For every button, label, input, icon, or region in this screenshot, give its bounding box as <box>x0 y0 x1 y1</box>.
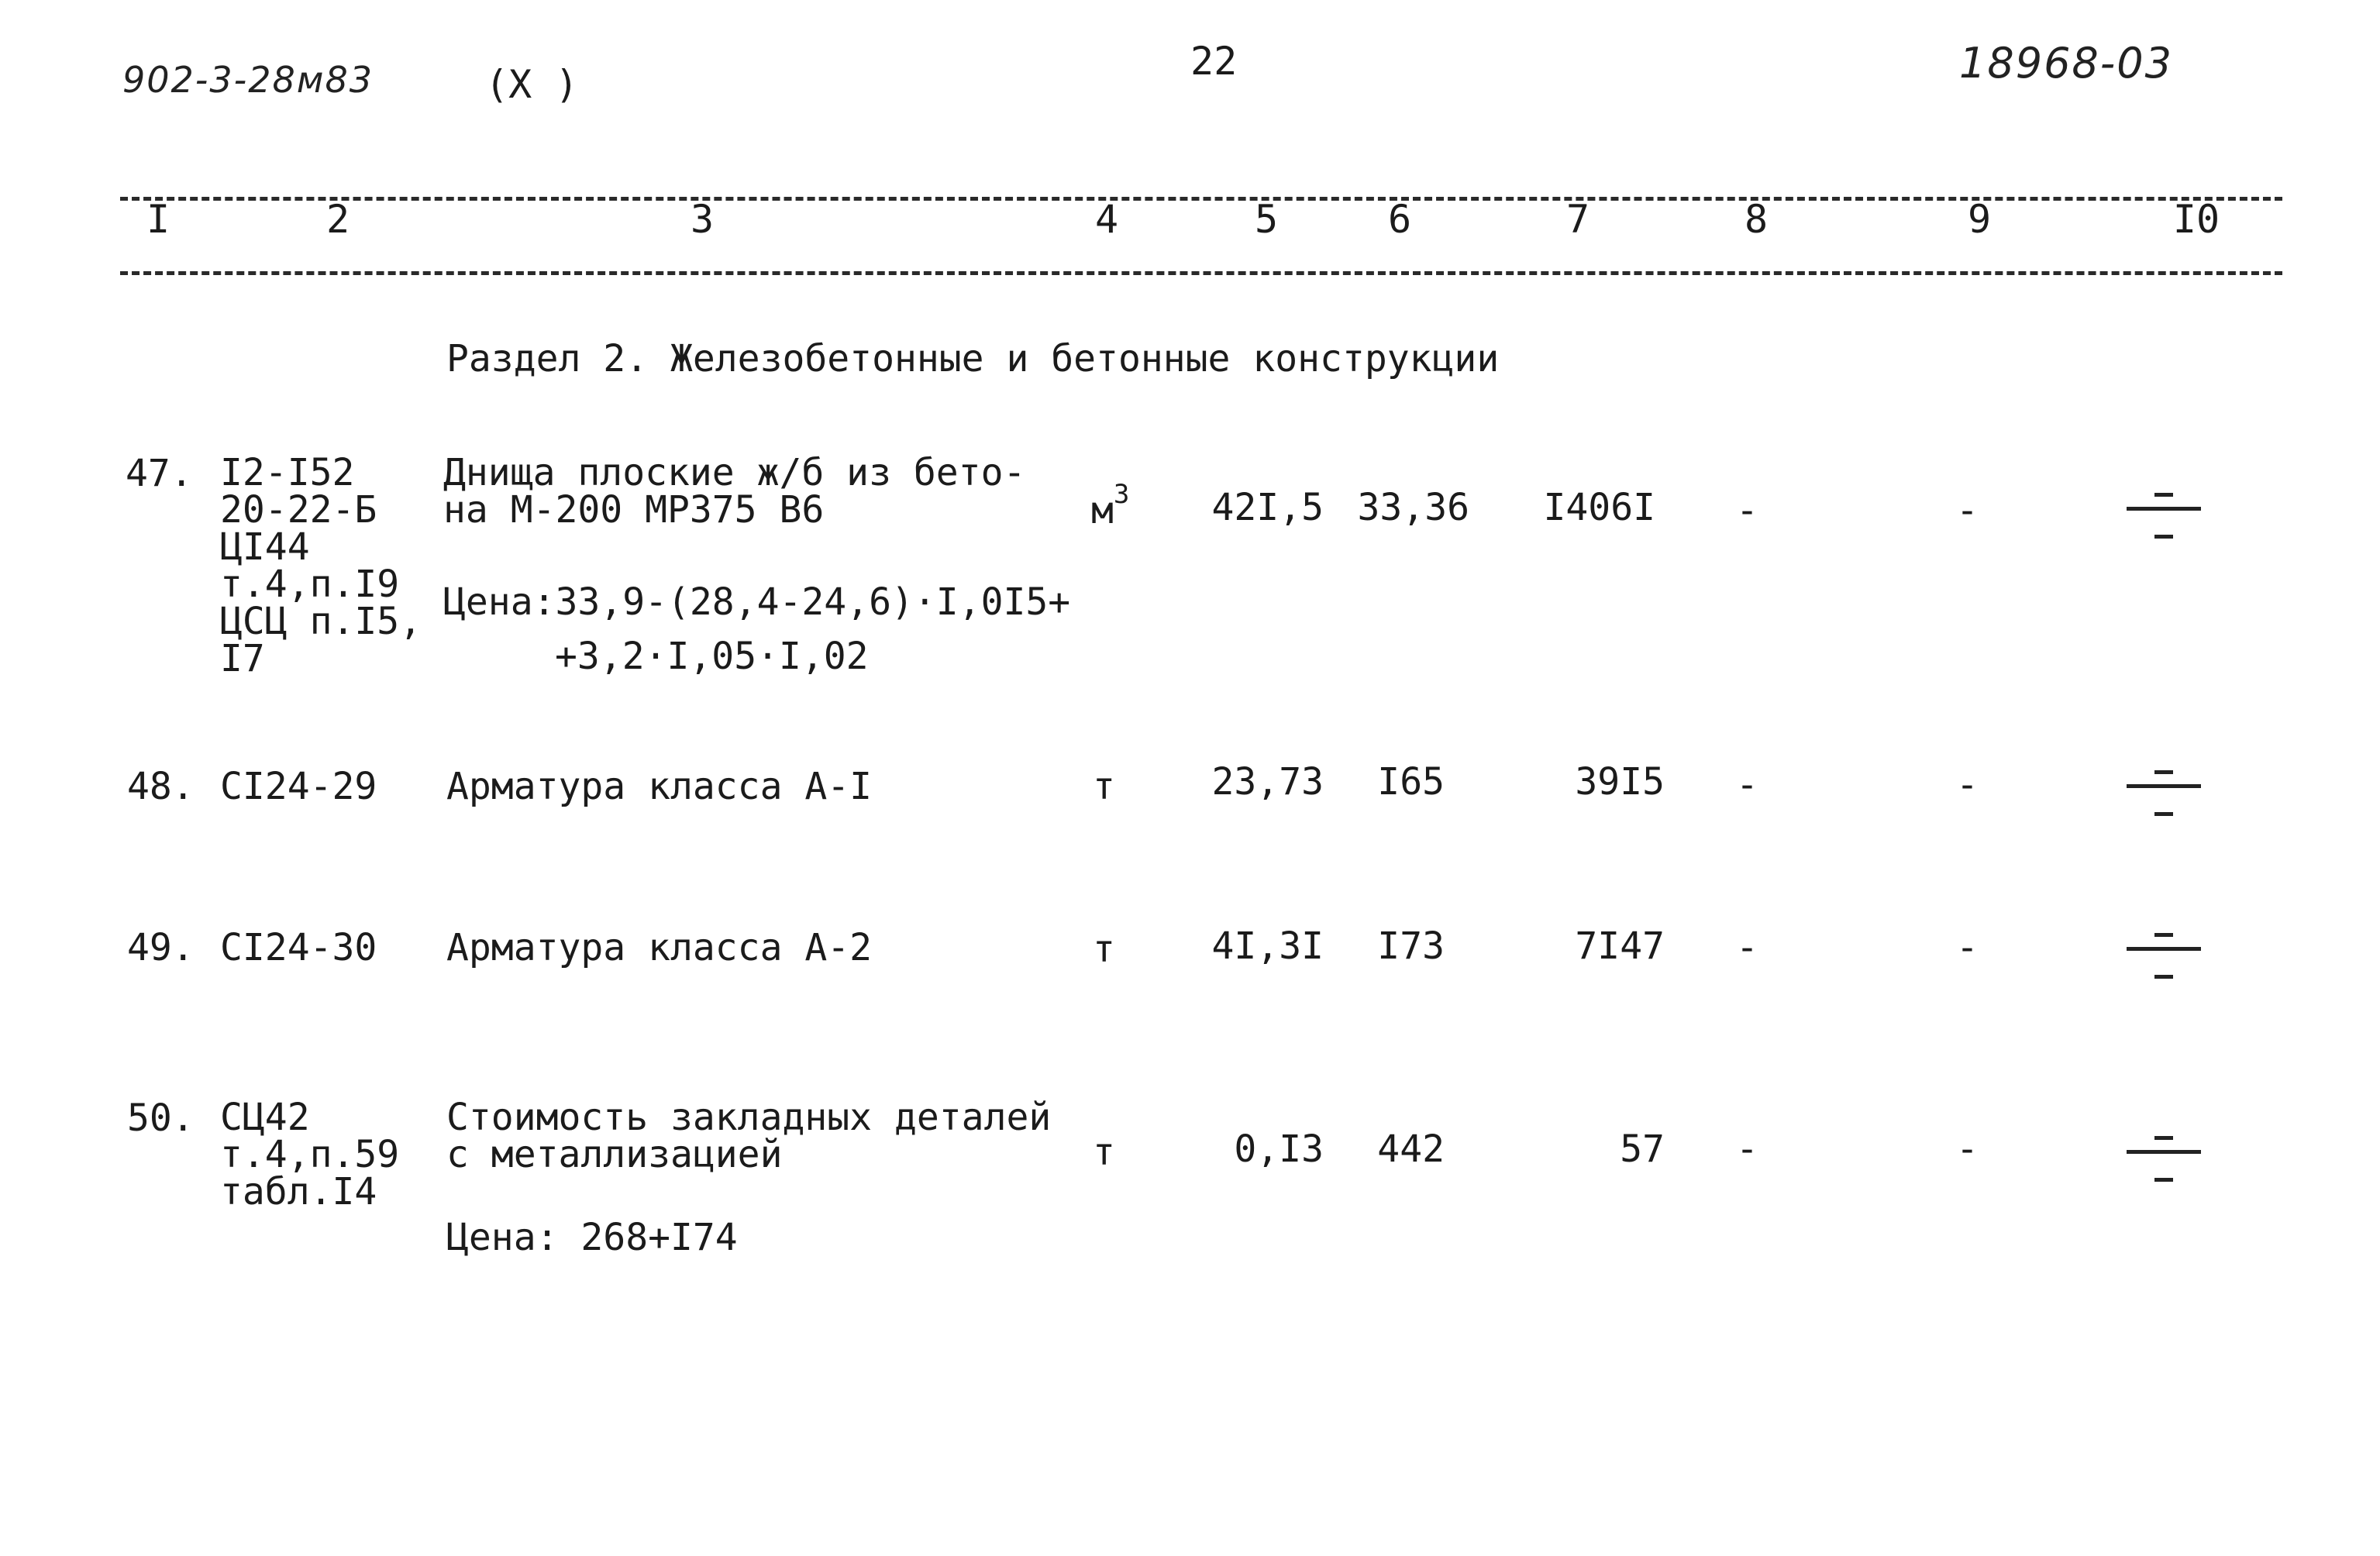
table-header-bottom-rule <box>120 271 2282 275</box>
row-total: 57 <box>1620 1127 1665 1171</box>
column-header-6: 6 <box>1387 197 1412 242</box>
row-unit-price: I65 <box>1377 760 1445 804</box>
row-total: 7I47 <box>1575 924 1665 968</box>
row-unit: т <box>1093 1131 1115 1174</box>
row-col9: - <box>1956 489 1979 532</box>
row-quantity: 4I,3I <box>1211 924 1324 968</box>
price-formula-line: +3,2·I,05·I,02 <box>555 635 869 678</box>
column-header-4: 4 <box>1094 197 1119 242</box>
row-quantity: 42I,5 <box>1211 486 1324 529</box>
price-formula-line: Цена:33,9-(28,4-24,6)·I,0I5+ <box>443 580 1071 624</box>
unit-exponent: 3 <box>1113 479 1130 510</box>
row-unit: т <box>1093 765 1115 808</box>
column-header-5: 5 <box>1254 197 1279 242</box>
unit-text: м <box>1091 489 1114 532</box>
row-col9: - <box>1956 763 1979 807</box>
description-line: Днища плоские ж/б из бето- <box>443 451 1026 494</box>
row-number: 49. <box>127 926 195 969</box>
page-number: 22 <box>1190 39 1238 84</box>
row-description: Арматура класса А-I <box>446 765 873 808</box>
column-header-1: I <box>146 197 170 242</box>
code-line: ЦСЦ п.I5, <box>220 600 422 643</box>
row-col9: - <box>1956 926 1979 969</box>
column-header-10: I0 <box>2172 197 2220 242</box>
row-quantity: 0,I3 <box>1234 1127 1324 1171</box>
marker-label: (X ) <box>485 62 579 107</box>
price-formula-line: Цена: 268+I74 <box>446 1216 738 1259</box>
code-line: т.4,п.59 <box>220 1133 400 1176</box>
code-line: I7 <box>220 637 265 680</box>
row-code <box>220 1096 400 1213</box>
code-line: СЦ42 <box>220 1096 310 1139</box>
row-number: 47. <box>126 452 193 495</box>
column-header-3: 3 <box>690 197 715 242</box>
code-line: табл.I4 <box>220 1170 377 1213</box>
row-unit-price: 33,36 <box>1357 486 1469 529</box>
row-number: 50. <box>127 1096 195 1140</box>
column-header-9: 9 <box>1967 197 1992 242</box>
row-col8: - <box>1736 926 1758 969</box>
row-number: 48. <box>127 765 195 808</box>
row-col8: - <box>1736 1127 1758 1171</box>
row-unit: т <box>1093 928 1115 971</box>
column-header-7: 7 <box>1565 197 1590 242</box>
row-quantity: 23,73 <box>1211 760 1324 804</box>
description-line: Стоимость закладных деталей <box>446 1096 1052 1139</box>
description-line: на М-200 МР375 В6 <box>443 488 825 532</box>
row-col8: - <box>1736 489 1758 532</box>
row-code: CI24-30 <box>220 926 377 969</box>
code-line: 20-22-Б <box>220 488 377 532</box>
code-line: I2-I52 <box>220 451 355 494</box>
row-description: Арматура класса А-2 <box>446 926 873 969</box>
row-col8: - <box>1736 763 1758 807</box>
column-header-2: 2 <box>325 197 350 242</box>
table-header-top-rule <box>120 197 2282 201</box>
row-col9: - <box>1956 1127 1979 1171</box>
column-header-8: 8 <box>1744 197 1769 242</box>
row-description <box>446 1096 1052 1176</box>
row-unit-price: I73 <box>1377 924 1445 968</box>
code-line: т.4,п.I9 <box>220 563 400 606</box>
row-code <box>220 451 422 680</box>
row-unit-price: 442 <box>1377 1127 1445 1171</box>
row-unit <box>1091 479 1130 532</box>
row-total: 39I5 <box>1575 760 1665 804</box>
row-code: CI24-29 <box>220 765 377 808</box>
code-line: ЦI44 <box>220 525 310 569</box>
archive-code: 18968-03 <box>1959 39 2173 88</box>
description-line: с металлизацией <box>446 1133 783 1176</box>
document-code: 902-3-28м83 <box>122 59 374 101</box>
section-title: Раздел 2. Железобетонные и бетонные конструкции <box>446 337 1500 380</box>
row-description <box>443 451 1026 532</box>
row-total: I406I <box>1543 486 1655 529</box>
